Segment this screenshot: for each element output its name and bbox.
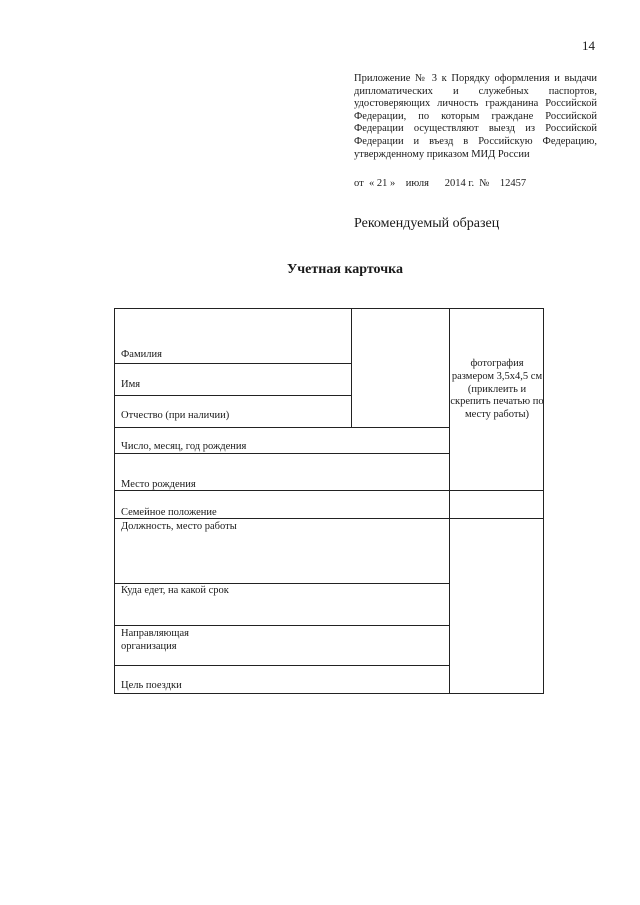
photo-line-4: скрепить печатью по	[450, 396, 544, 408]
divider-after-sending-org	[115, 665, 449, 666]
divider-after-destination	[115, 625, 449, 626]
photo-line-3: (приклеить и	[467, 383, 527, 395]
trip-purpose-label: Цель поездки	[121, 680, 182, 691]
divider-after-patronymic	[115, 427, 449, 428]
recommended-sample-label: Рекомендуемый образец	[354, 216, 500, 231]
photo-placeholder	[450, 358, 544, 422]
birth-place-label: Место рождения	[121, 479, 196, 490]
divider-after-birth-date	[115, 453, 449, 454]
registration-card-table	[114, 308, 544, 694]
appendix-header: Приложение № 3 к Порядку оформления и выдачи дипломатических и служебных паспортов, удостоверяющих личность гражданина Российской Федерации, по которым граждане Российской Федерации осуществляют выезд из Российской Федерации и въезд в Российскую Федерацию, утвержденному приказом МИД России	[354, 73, 597, 160]
divider-after-name	[115, 395, 351, 396]
position-workplace-label: Должность, место работы	[121, 521, 237, 532]
divider-after-position	[115, 583, 449, 584]
order-reference: от « 21 » июля 2014 г. № 12457	[354, 178, 527, 189]
photo-line-1: фотография	[470, 358, 524, 369]
birth-date-label: Число, месяц, год рождения	[121, 441, 247, 452]
marital-status-label: Семейное положение	[121, 507, 217, 518]
sending-organization-label	[121, 628, 189, 654]
surname-label: Фамилия	[121, 349, 162, 360]
divider-after-marital	[115, 518, 543, 519]
divider-name-column	[351, 309, 352, 427]
page-number: 14	[582, 38, 595, 53]
photo-line-2: размером 3,5х4,5 см	[451, 370, 543, 382]
first-name-label: Имя	[121, 379, 141, 390]
destination-term-label: Куда едет, на какой срок	[121, 585, 229, 596]
photo-line-5: месту работы)	[464, 409, 530, 421]
divider-after-surname	[115, 363, 351, 364]
patronymic-label: Отчество (при наличии)	[121, 410, 230, 421]
sending-org-line-2: организация	[121, 640, 177, 652]
sending-org-line-1: Направляющая	[121, 628, 189, 639]
divider-after-birth-place	[115, 490, 543, 491]
form-title: Учетная карточка	[287, 262, 403, 277]
